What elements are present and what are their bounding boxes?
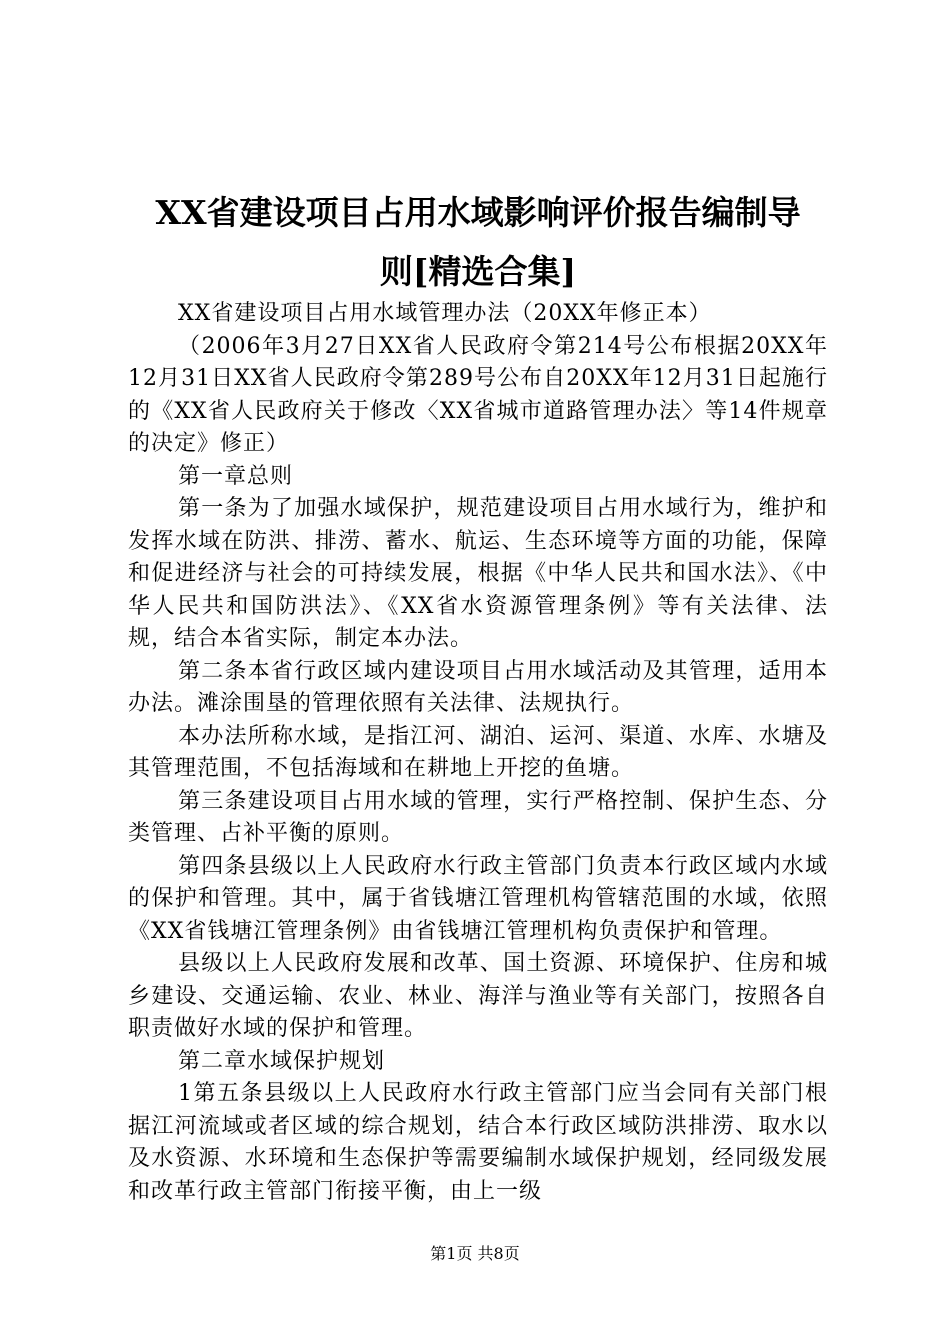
paragraph-article-2: 第二条本省行政区域内建设项目占用水域活动及其管理，适用本办法。滩涂围垦的管理依照有关法律、法规执行。 — [128, 658, 828, 716]
document-title — [128, 183, 828, 301]
page-footer: 第1页 共8页 — [430, 1244, 520, 1263]
paragraph-revision-note: （2006年3月27日XX省人民政府令第214号公布根据20XX年12月31日XX省人民政府令第289号公布自20XX年12月31日起施行的《XX省人民政府关于修改〈XX省城市道路管理办法〉等14件规章的决定》修正） — [128, 333, 828, 456]
document-body — [128, 298, 828, 1208]
paragraph-water-definition: 本办法所称水域，是指江河、湖泊、运河、渠道、水库、水塘及其管理范围，不包括海域和在耕地上开挖的鱼塘。 — [128, 723, 828, 781]
chapter-heading-2: 第二章水域保护规划 — [178, 1048, 386, 1074]
paragraph-article-5: 1第五条县级以上人民政府水行政主管部门应当会同有关部门根据江河流域或者区域的综合规划，结合本行政区域防洪排涝、取水以及水资源、水环境和生态保护等需要编制水域保护规划，经同级发展和改革行政主管部门衔接平衡，由上一级 — [128, 1081, 828, 1204]
paragraph-departments: 县级以上人民政府发展和改革、国土资源、环境保护、住房和城乡建设、交通运输、农业、林业、海洋与渔业等有关部门，按照各自职责做好水域的保护和管理。 — [128, 951, 828, 1041]
paragraph-article-3: 第三条建设项目占用水域的管理，实行严格控制、保护生态、分类管理、占补平衡的原则。 — [128, 788, 828, 846]
paragraph-article-4: 第四条县级以上人民政府水行政主管部门负责本行政区域内水域的保护和管理。其中，属于省钱塘江管理机构管辖范围的水域，依照《XX省钱塘江管理条例》由省钱塘江管理机构负责保护和管理。 — [128, 853, 828, 944]
chapter-heading-1: 第一章总则 — [178, 463, 294, 489]
title-line-1: XX省建设项目占用水域影响评价报告编制导 — [155, 193, 801, 232]
paragraph-article-1: 第一条为了加强水域保护，规范建设项目占用水域行为，维护和发挥水域在防洪、排涝、蓄水、航运、生态环境等方面的功能，保障和促进经济与社会的可持续发展，根据《中华人民共和国水法》、《中华人民共和国防洪法》、《XX省水资源管理条例》等有关法律、法规，结合本省实际，制定本办法。 — [128, 496, 828, 651]
paragraph-subtitle: XX省建设项目占用水域管理办法（20XX年修正本） — [178, 301, 712, 326]
title-line-2: 则[精选合集] — [379, 252, 577, 291]
